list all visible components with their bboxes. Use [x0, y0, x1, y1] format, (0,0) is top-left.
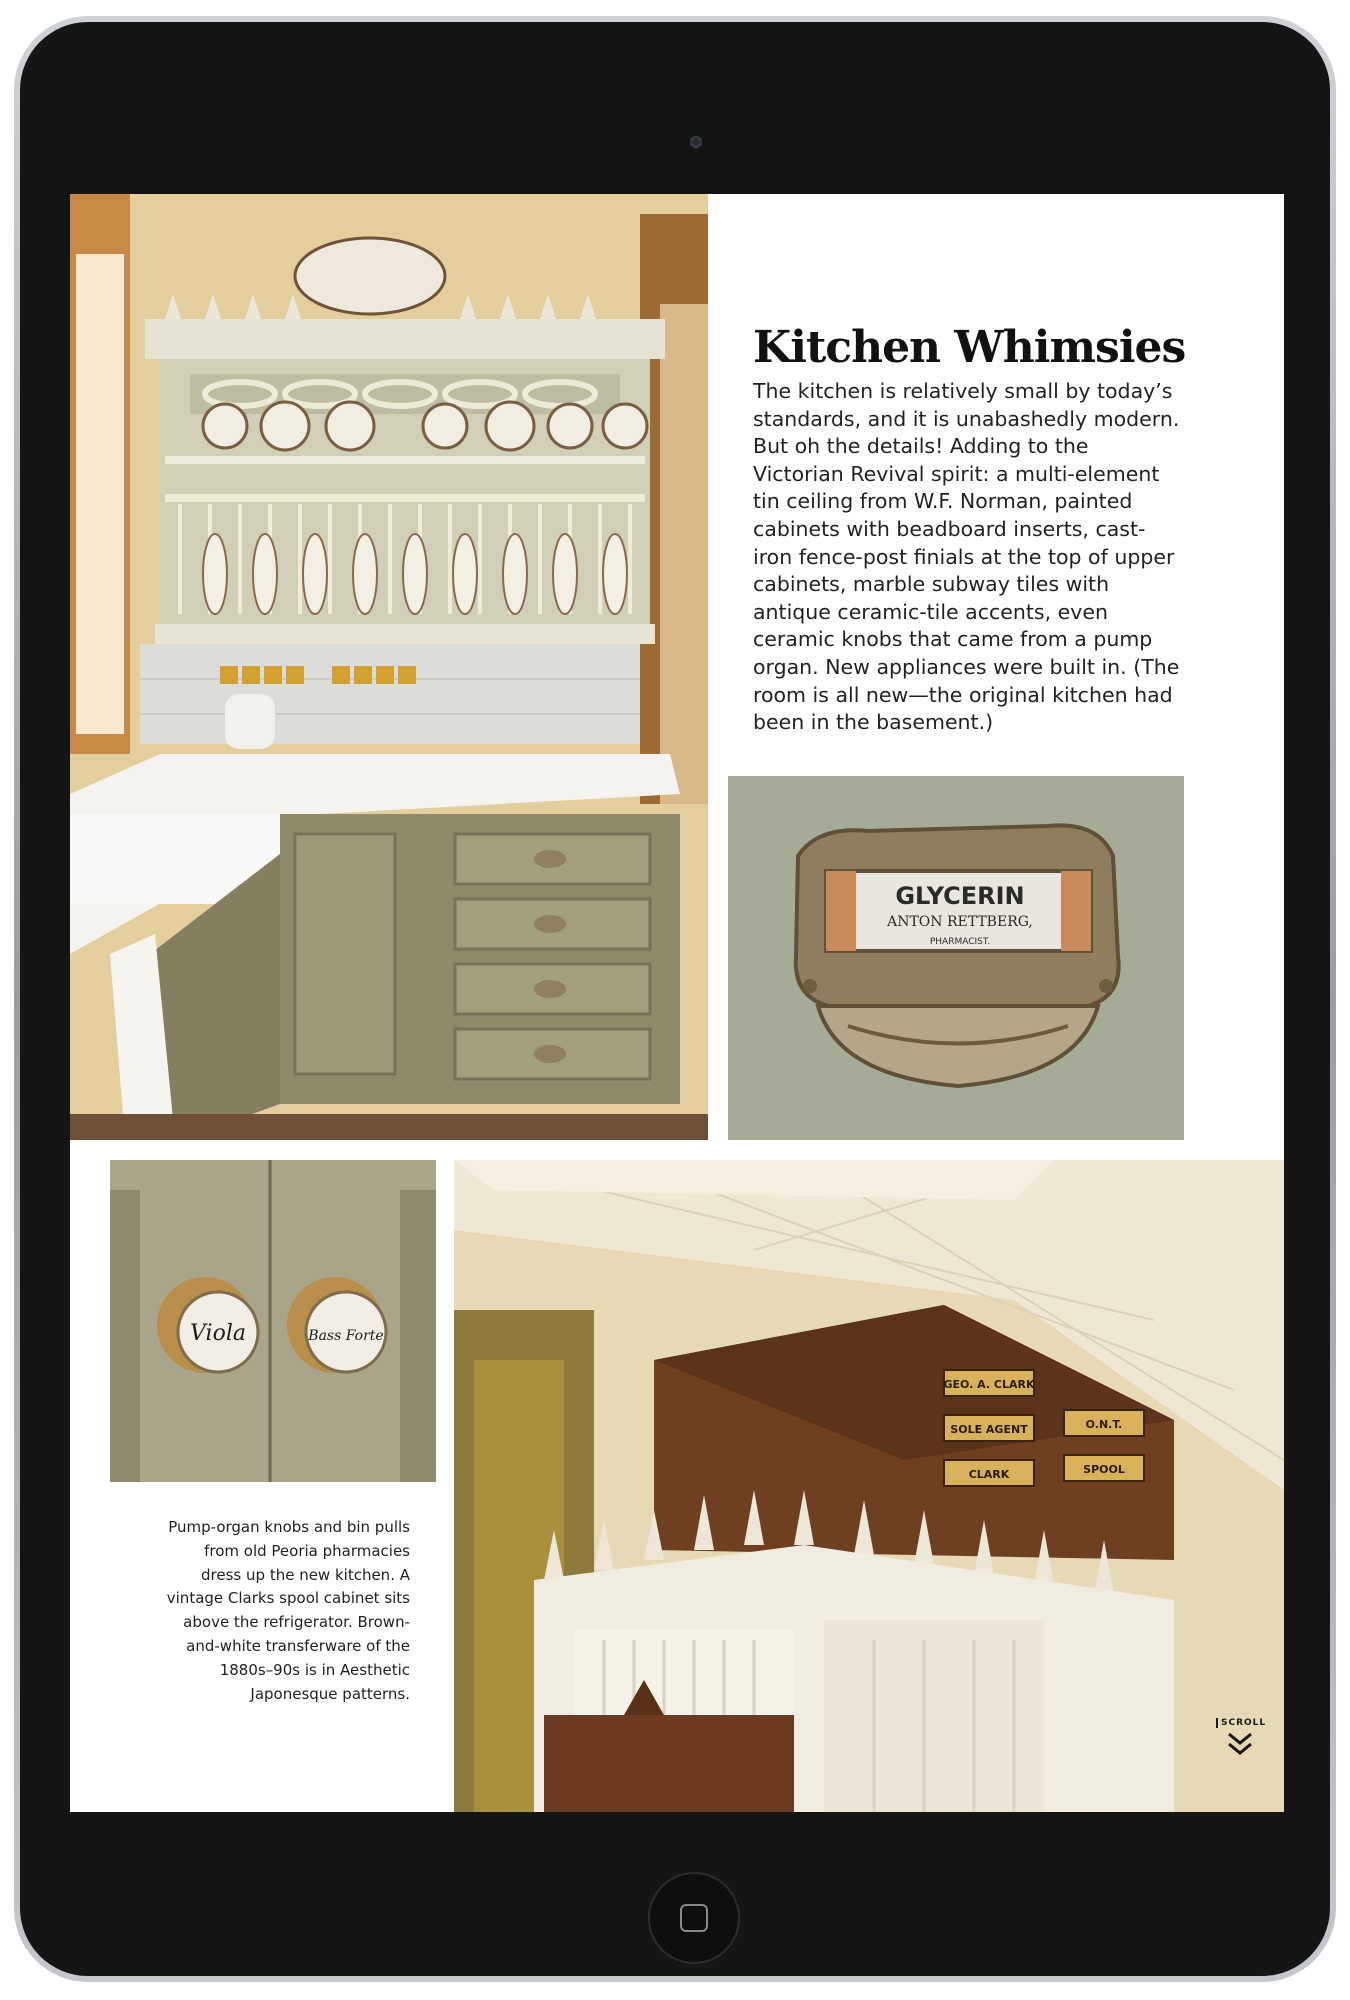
home-button[interactable] [648, 1872, 740, 1964]
scroll-label: SCROLL [1216, 1718, 1264, 1728]
knobs-photo [110, 1160, 436, 1482]
article-body: The kitchen is relatively small by today’s standards, and it is unabashedly modern. But oh the details! Adding to the Victorian Revival spirit: a multi-element tin ceiling from W.F. Norman, painted cabinets with beadboard inserts, cast-iron fence-post finials at the top of upper cabinets, marble subway tiles with antique ceramic-tile accents, even ceramic knobs that came from a pump organ. New appliances were built in. (The room is all new—the original kitchen had been in the basement.) [753, 379, 1180, 735]
spool-drawer-3: CLARK [968, 1468, 1010, 1481]
front-camera [690, 136, 702, 148]
bin-pull-photo [728, 776, 1184, 1140]
bin-pull-label-1: GLYCERIN [895, 882, 1025, 910]
double-chevron-down-icon [1226, 1730, 1254, 1758]
article-title: Kitchen Whimsies [753, 322, 1186, 373]
knob-left-label: Viola [190, 1321, 246, 1346]
spool-drawer-4: O.N.T. [1085, 1418, 1123, 1431]
knob-right-label: Bass Forte [308, 1328, 384, 1344]
photo-caption: Pump-organ knobs and bin pulls from old Peoria pharmacies dress up the new kitchen. A vintage Clarks spool cabinet sits above the refrigerator. Brown-and-white transferware of the 1880s–90s is in Aesthetic Japonesque patterns. [166, 1518, 410, 1703]
magazine-page [70, 194, 1284, 1812]
kitchen-photo [70, 194, 708, 1140]
scroll-indicator[interactable] [1216, 1718, 1267, 1774]
bin-pull-label-2: ANTON RETTBERG, [887, 914, 1033, 930]
bin-pull-label-3: PHARMACIST. [929, 937, 991, 947]
spool-cabinet-photo [454, 1160, 1284, 1812]
spool-drawer-2: SOLE AGENT [950, 1423, 1028, 1436]
spool-drawer-5: SPOOL [1083, 1463, 1125, 1476]
home-square-icon [680, 1904, 708, 1932]
spool-drawer-1: GEO. A. CLARK [943, 1378, 1035, 1391]
